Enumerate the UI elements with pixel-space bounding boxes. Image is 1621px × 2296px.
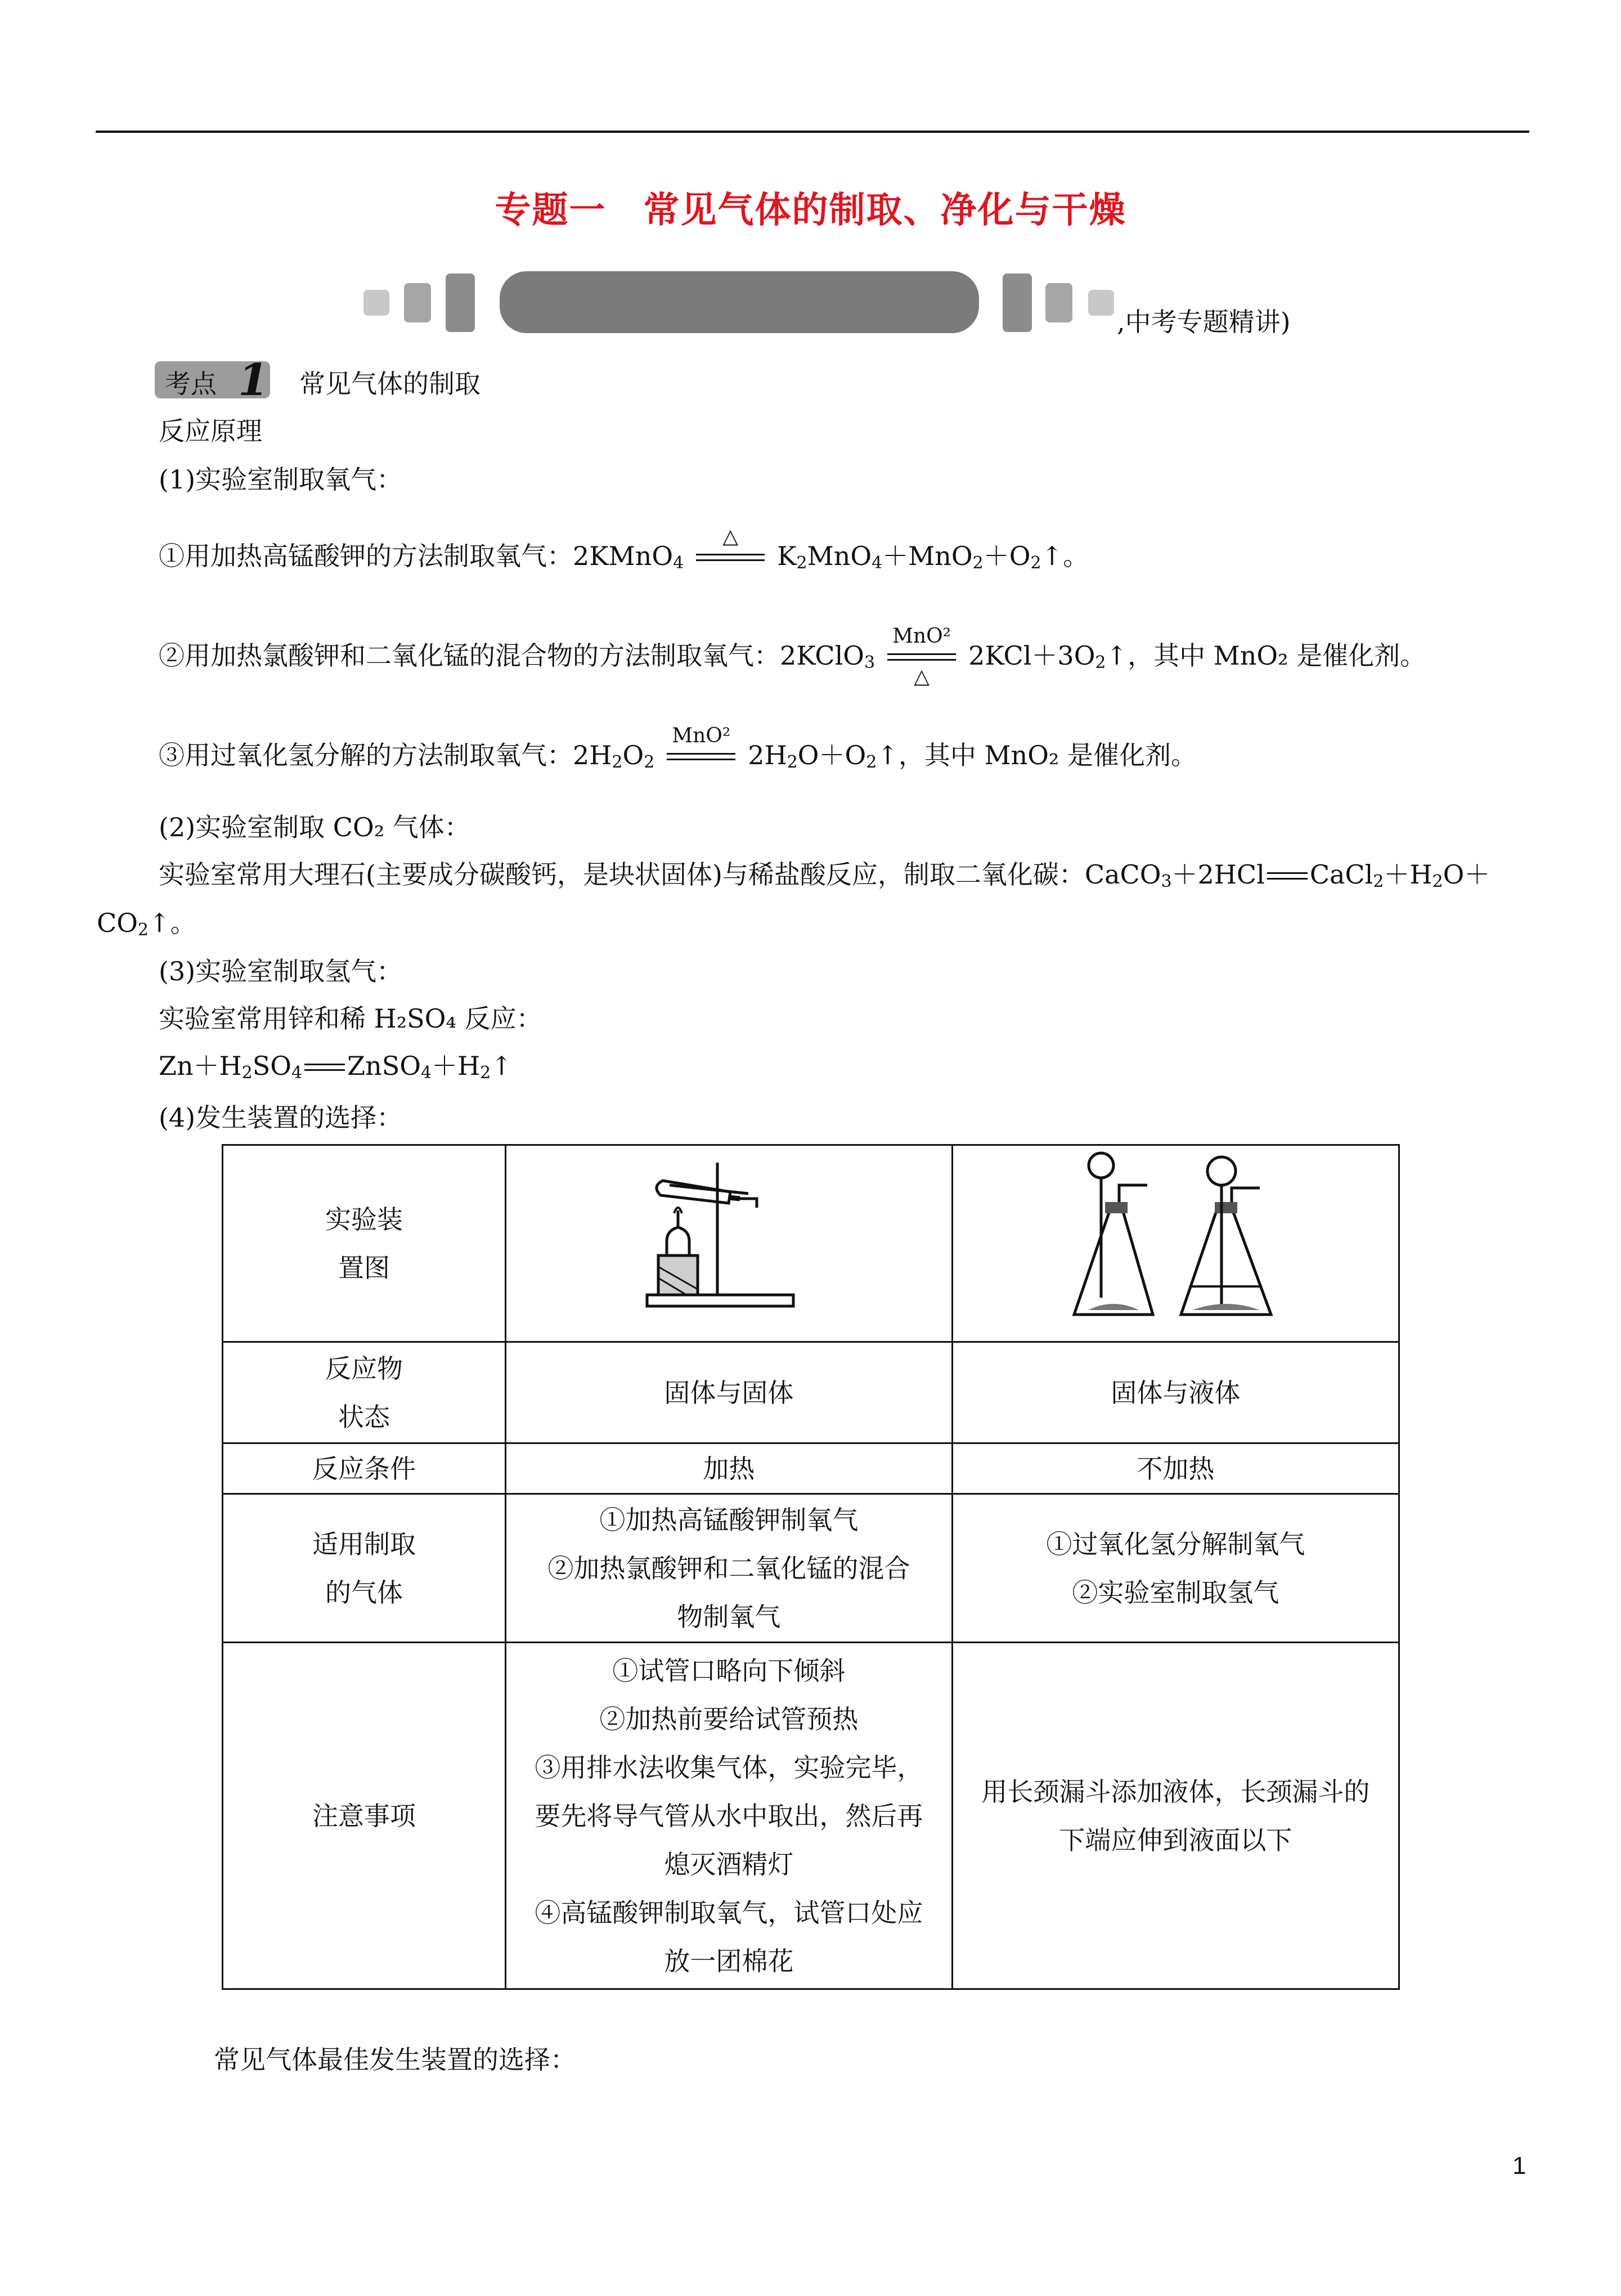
h2-text: 实验室常用锌和稀 H₂SO₄ 反应： <box>159 1003 542 1034</box>
method-3-note: ，其中 MnO₂ 是催化剂。 <box>898 740 1197 770</box>
formula-kmno4: 2KMnO$_4$ <box>573 541 684 573</box>
formula-h2o2-products: $2H_2O+O_2↑$ <box>748 740 899 772</box>
cell-gases-heating: ①加热高锰酸钾制氧气 ②加热氯酸钾和二氧化锰的混合 物制氧气 <box>505 1494 952 1643</box>
banner-square <box>446 273 475 332</box>
catalyst-label: MnO² <box>892 625 951 648</box>
oxygen-method-1 <box>159 525 1089 575</box>
table-row <box>223 1494 1399 1643</box>
row-label: 反应条件 <box>223 1443 506 1494</box>
banner-square <box>363 290 389 316</box>
method-3-text: ③用过氧化氢分解的方法制取氧气： <box>159 740 573 770</box>
banner-square <box>404 283 431 322</box>
page-number: 1 <box>1512 2152 1526 2180</box>
reaction-condition <box>664 724 738 774</box>
oxygen-heading: (1)实验室制取氧气： <box>159 464 403 495</box>
co2-formula-end: $CO_2↑$。 <box>97 908 196 940</box>
row-label: 适用制取 的气体 <box>223 1494 506 1643</box>
section-heading: 常见气体的制取 <box>299 369 481 399</box>
flask-apparatus-cell <box>952 1145 1399 1342</box>
subheading: 反应原理 <box>159 416 262 446</box>
catalyst-label: MnO² <box>672 724 731 747</box>
row-label: 注意事项 <box>223 1643 506 1989</box>
table-row <box>223 1342 1399 1443</box>
badge-label: 考点 <box>165 369 217 399</box>
formula-kclo3-products: $2KCl+3O_2↑$ <box>968 640 1128 672</box>
method-1-text: ①用加热高锰酸钾的方法制取氧气： <box>159 541 573 571</box>
heating-apparatus-cell <box>505 1145 952 1342</box>
badge-number: 1 <box>238 355 269 406</box>
formula-zinc: $Zn+H_2SO_4$ $ZnSO_4+H_2↑$ <box>159 1051 513 1083</box>
cell-notes-heating: ①试管口略向下倾斜 ②加热前要给试管预热 ③用排水法收集气体，实验完毕， 要先将导气管从水中取出，然后再 熄灭酒精灯 ④高锰酸钾制取氧气，试管口处应 放一团棉花 <box>505 1643 952 1989</box>
banner-square <box>1045 283 1072 322</box>
banner-bar <box>500 271 979 333</box>
footer-text: 常见气体最佳发生装置的选择： <box>214 2044 576 2075</box>
cell-heating: 加热 <box>505 1443 952 1494</box>
table-row <box>223 1443 1399 1494</box>
cell-gases-no-heating: ①过氧化氢分解制氧气 ②实验室制取氢气 <box>952 1494 1399 1643</box>
formula-h2o2: $2H_2O_2$ <box>573 740 655 772</box>
table-row <box>223 1145 1399 1342</box>
cell-notes-no-heating: 用长颈漏斗添加液体，长颈漏斗的 下端应伸到液面以下 <box>952 1643 1399 1989</box>
co2-heading: (2)实验室制取 CO₂ 气体： <box>159 812 470 842</box>
banner-square <box>1088 290 1114 316</box>
co2-text <box>159 858 1490 894</box>
cell-solid-solid: 固体与固体 <box>505 1342 952 1443</box>
heating-apparatus-image <box>636 1151 821 1320</box>
banner-square <box>1003 273 1032 332</box>
page-title: 专题一 常见气体的制取、净化与干燥 <box>495 190 1126 231</box>
apparatus-table <box>222 1144 1400 1990</box>
cell-solid-liquid: 固体与液体 <box>952 1342 1399 1443</box>
top-rule <box>96 131 1529 133</box>
apparatus-heading: (4)发生装置的选择： <box>159 1102 403 1133</box>
row-label: 实验装 置图 <box>223 1145 506 1342</box>
heat-symbol: △ <box>914 665 930 688</box>
formula-kmno4-products: $K_2MnO_4+MnO_2+O_2↑$。 <box>777 541 1089 573</box>
oxygen-method-3 <box>159 724 1197 774</box>
h2-heading: (3)实验室制取氢气： <box>159 956 403 986</box>
co2-description: 实验室常用大理石(主要成分碳酸钙，是块状固体)与稀盐酸反应，制取二氧化碳： <box>159 859 1085 890</box>
heat-symbol: △ <box>722 525 739 548</box>
cell-no-heating: 不加热 <box>952 1443 1399 1494</box>
reaction-condition <box>694 525 767 575</box>
method-2-text: ②用加热氯酸钾和二氧化锰的混合物的方法制取氧气： <box>159 640 780 671</box>
banner-caption: ,中考专题精讲) <box>1117 307 1291 337</box>
formula-kclo3: 2KClO$_3$ <box>780 640 875 672</box>
formula-caco3: CaCO$_3$＋2HCl $CaCl_2+H_2O+$ <box>1084 859 1490 891</box>
oxygen-method-2 <box>159 625 1426 688</box>
flask-apparatus-image <box>1057 1146 1294 1326</box>
topic-badge <box>155 355 270 406</box>
method-2-note: ，其中 MnO₂ 是催化剂。 <box>1128 640 1426 671</box>
row-label: 反应物 状态 <box>223 1342 506 1443</box>
reaction-condition <box>885 625 958 688</box>
table-row <box>223 1643 1399 1989</box>
